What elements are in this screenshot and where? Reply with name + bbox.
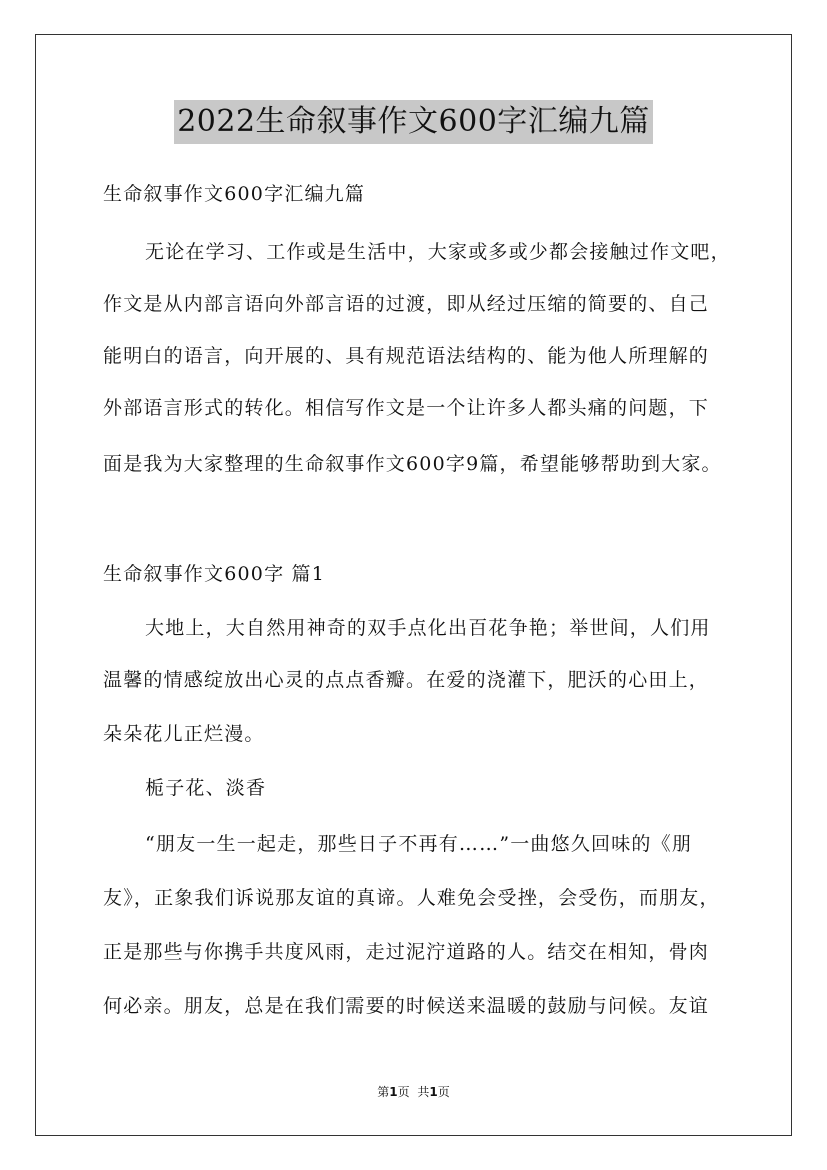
page-number: 1 [389,1085,398,1099]
intro-line: 作文是从内部言语向外部言语的过渡，即从经过压缩的简要的、自己 [103,293,710,315]
page-footer [0,1084,827,1100]
section-heading: 生命叙事作文600字 篇1 [103,563,325,585]
paragraph-line: “朋友一生一起走，那些日子不再有……”一曲悠久回味的《朋 [145,833,693,855]
total-suffix: 页 [437,1085,450,1099]
intro-line: 无论在学习、工作或是生活中，大家或多或少都会接触过作文吧， [145,241,731,263]
paragraph-line: 正是那些与你携手共度风雨，走过泥泞道路的人。结交在相知，骨肉 [103,941,710,963]
page-suffix: 页 [397,1085,410,1099]
title-wrap [0,100,827,144]
paragraph-line: 温馨的情感绽放出心灵的点点香瓣。在爱的浇灌下，肥沃的心田上， [103,669,710,691]
paragraph-line: 友》，正象我们诉说那友谊的真谛。人难免会受挫，会受伤，而朋友， [103,887,720,909]
total-pages: 1 [429,1085,438,1099]
sub-heading: 栀子花、淡香 [145,777,267,799]
paragraph-line: 何必亲。朋友，总是在我们需要的时候送来温暖的鼓励与问候。友谊 [103,995,710,1017]
paragraph-line: 大地上，大自然用神奇的双手点化出百花争艳；举世间，人们用 [145,617,711,639]
intro-line: 外部语言形式的转化。相信写作文是一个让许多人都头痛的问题，下 [103,397,710,419]
page-prefix: 第 [377,1085,390,1099]
document-title: 2022生命叙事作文600字汇编九篇 [174,100,653,144]
total-prefix: 共 [417,1085,430,1099]
document-subtitle: 生命叙事作文600字汇编九篇 [103,183,366,205]
intro-line: 能明白的语言，向开展的、具有规范语法结构的、能为他人所理解的 [103,345,710,367]
paragraph-line: 朵朵花儿正烂漫。 [103,723,265,745]
intro-line: 面是我为大家整理的生命叙事作文600字9篇，希望能够帮助到大家。 [103,453,722,475]
